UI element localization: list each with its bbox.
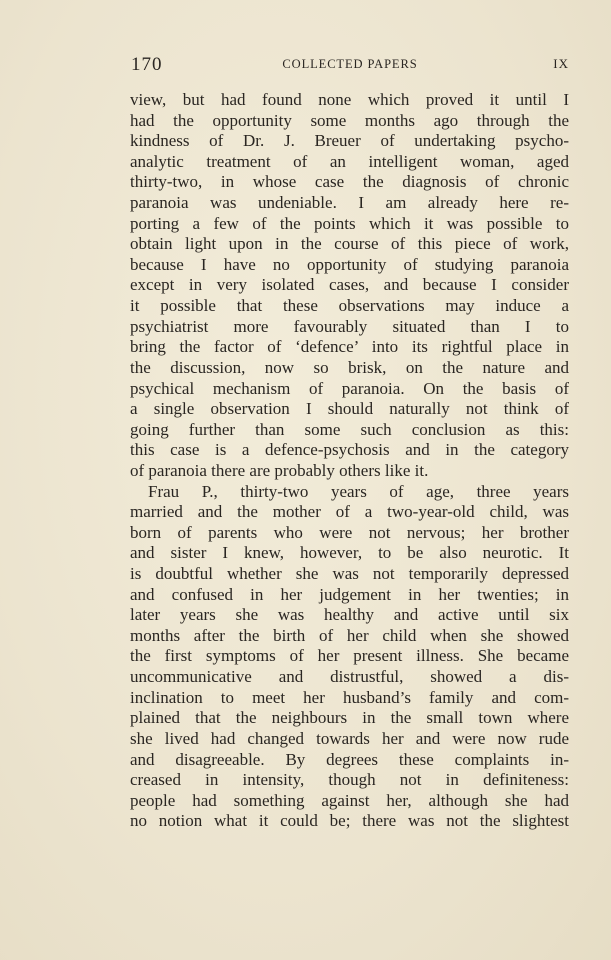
- text-line: creased in intensity, though not in definiteness:: [130, 770, 569, 790]
- text-line: it possible that these observations may induce a: [130, 296, 569, 316]
- text-line: married and the mother of a two-year-old child, was: [130, 502, 569, 522]
- text-line: later years she was healthy and active until six: [130, 605, 569, 625]
- text-line: kindness of Dr. J. Breuer of undertaking psycho-: [130, 131, 569, 151]
- text-line: a single observation I should naturally not think of: [130, 399, 569, 419]
- text-line: this case is a defence-psychosis and in the category: [130, 440, 569, 460]
- text-line: the discussion, now so brisk, on the nature and: [130, 357, 569, 377]
- text-line: paranoia was undeniable. I am already here re-: [130, 193, 569, 213]
- running-title: COLLECTED PAPERS: [282, 57, 418, 71]
- text-line: plained that the neighbours in the small town where: [130, 708, 569, 728]
- text-line: she lived had changed towards her and were now rude: [130, 728, 569, 748]
- text-line: and disagreeable. By degrees these complaints in-: [130, 749, 569, 769]
- text-line: born of parents who were not nervous; her brother: [130, 522, 569, 542]
- page-number: 170: [131, 54, 163, 75]
- text-line: uncommunicative and distrustful, showed a dis-: [130, 667, 569, 687]
- text-line: had the opportunity some months ago through the: [130, 110, 569, 130]
- text-line: analytic treatment of an intelligent woman, aged: [130, 151, 569, 171]
- text-line: people had something against her, although she had: [130, 790, 569, 810]
- text-line: because I have no opportunity of studying paranoia: [130, 254, 569, 274]
- text-line: porting a few of the points which it was possible to: [130, 213, 569, 233]
- text-line: obtain light upon in the course of this piece of work,: [130, 234, 569, 254]
- text-line: is doubtful whether she was not temporarily depressed: [130, 564, 569, 584]
- text-line: and confused in her judgement in her twenties; in: [130, 584, 569, 604]
- text-line: psychical mechanism of paranoia. On the basis of: [130, 378, 569, 398]
- text-line: months after the birth of her child when she showed: [130, 625, 569, 645]
- page-header: [131, 54, 569, 78]
- chapter-number: IX: [553, 56, 569, 71]
- text-line: psychiatrist more favourably situated than I to: [130, 316, 569, 336]
- paragraph-start-line: Frau P., thirty-two years of age, three years: [148, 481, 569, 501]
- text-line: except in very isolated cases, and because I consider: [130, 275, 569, 295]
- text-line: no notion what it could be; there was not the slightest: [130, 811, 569, 831]
- text-line: inclination to meet her husband’s family and com-: [130, 687, 569, 707]
- text-line: bring the factor of ‘defence’ into its rightful place in: [130, 337, 569, 357]
- text-line: going further than some such conclusion as this:: [130, 419, 569, 439]
- text-line: view, but had found none which proved it until I: [130, 90, 569, 109]
- body-text: [130, 90, 569, 832]
- text-line: thirty-two, in whose case the diagnosis of chronic: [130, 172, 569, 192]
- paragraph-end-line: of paranoia there are probably others like it.: [130, 460, 429, 480]
- text-line: and sister I knew, however, to be also neurotic. It: [130, 543, 569, 563]
- text-line: the first symptoms of her present illness. She became: [130, 646, 569, 666]
